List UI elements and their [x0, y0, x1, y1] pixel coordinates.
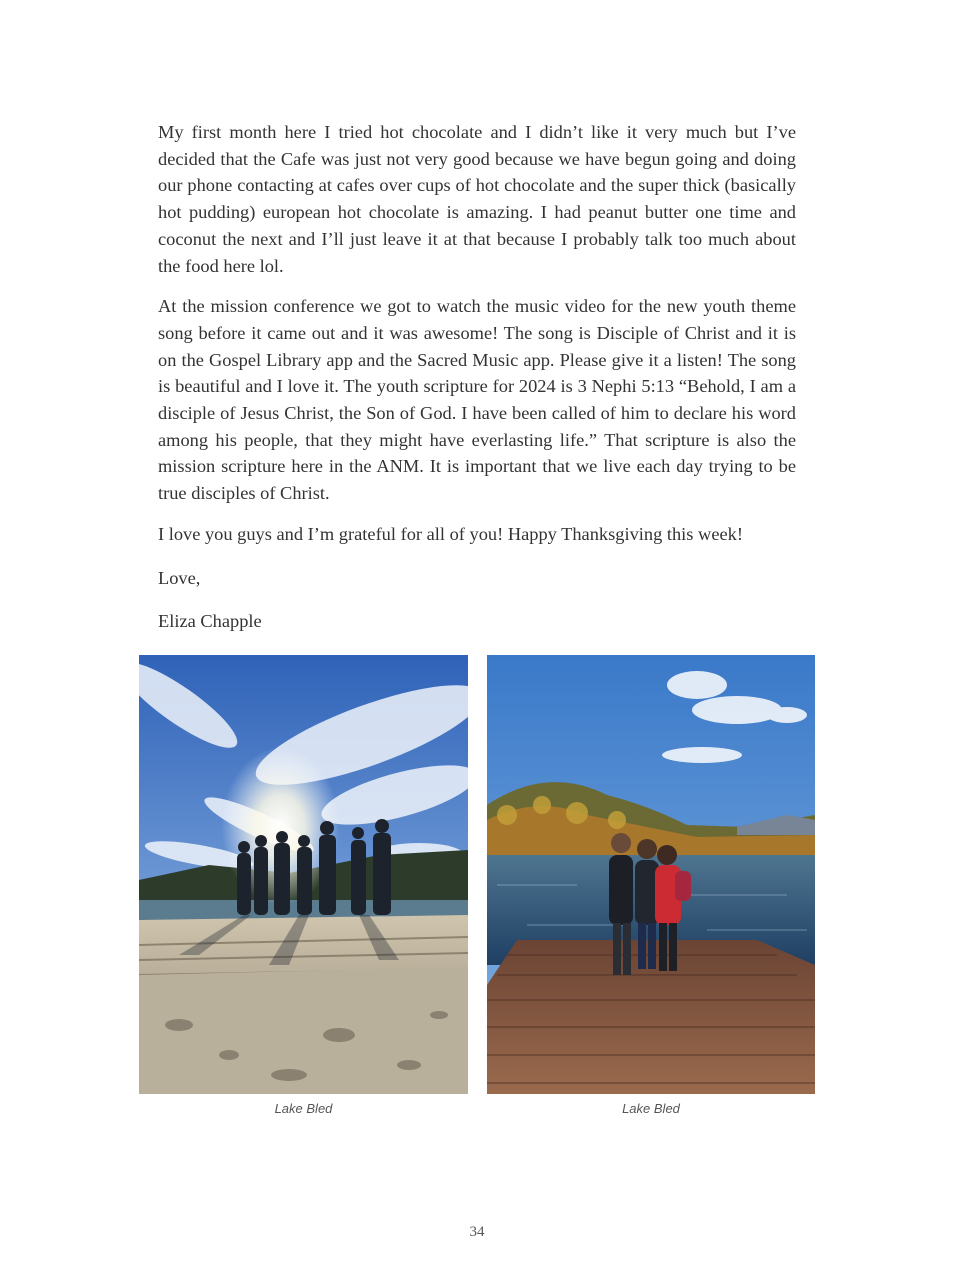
photo-lake-dock: [487, 655, 815, 1094]
letter-signature: Eliza Chapple: [158, 611, 262, 632]
paragraph-mission-conference: At the mission conference we got to watch the music video for the new youth theme song before it came out and it was awesome! The song is Disciple of Christ and it is on the Gospel Library app and the Sacred Music app. Please give it a listen! The song is beautiful and I love it. The youth scripture for 2024 is 3 Nephi 5:13 “Behold, I am a disciple of Jesus Christ, the Son of God. I have been called of him to declare his word among his people, that they might have everlasting life.” That scripture is also the mission scripture here in the ANM. It is important that we live each day trying to be true disciples of Christ.: [158, 296, 796, 504]
letter-body: [158, 119, 796, 652]
photo-caption-right: Lake Bled: [622, 1101, 680, 1116]
photo-caption-left: Lake Bled: [274, 1101, 333, 1116]
letter-closing: Love,: [158, 567, 201, 588]
page-number: 34: [469, 1224, 485, 1240]
paragraph-thanksgiving: I love you guys and I’m grateful for all of you! Happy Thanksgiving this week!: [158, 523, 743, 544]
photo-group-dock: [139, 655, 468, 1094]
paragraph-hot-chocolate: My first month here I tried hot chocolate and I didn’t like it very much but I’ve decided that the Cafe was just not very good because we have begun going and doing our phone contacting at cafes over cups of hot chocolate and the super thick (basically hot pudding) european hot chocolate is amazing. I had peanut butter one time and coconut the next and I’ll just leave it at that because I probably talk too much about the food here lol.: [158, 122, 796, 276]
